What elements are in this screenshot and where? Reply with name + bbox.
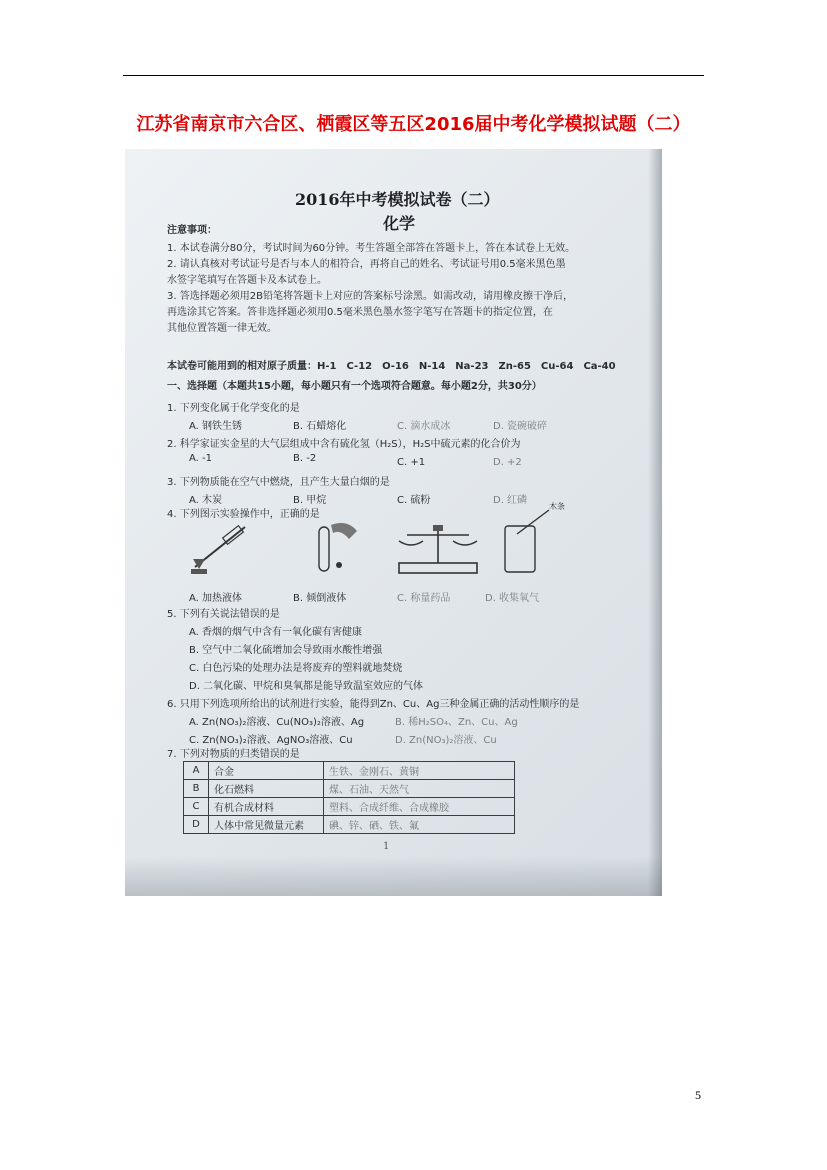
- table-cell: D: [184, 816, 209, 834]
- exam-title: 2016年中考模拟试卷（二）: [295, 190, 500, 209]
- question-3: 3. 下列物质能在空气中燃烧，且产生大量白烟的是: [167, 477, 390, 488]
- q4-option-b: B. 倾倒液体: [293, 593, 347, 604]
- question-6: 6. 只用下列选项所给出的试剂进行实验，能得到Zn、Cu、Ag三种金属正确的活动性顺序的是: [167, 699, 580, 710]
- q4-option-c: C. 称量药品: [397, 593, 451, 604]
- q2-option-b: B. -2: [293, 453, 317, 464]
- notice-line: 3. 答选择题必须用2B铅笔将答题卡上对应的答案标号涂黑。如需改动，请用橡皮擦干净后，: [167, 291, 573, 302]
- q6-option-a: A. Zn(NO₃)₂溶液、Cu(NO₃)₂溶液、Ag: [189, 717, 365, 728]
- table-cell: 合金: [209, 762, 324, 780]
- q2-option-c: C. +1: [397, 457, 426, 468]
- section-heading: 一、选择题（本题共15小题，每小题只有一个选项符合题意。每小题2分，共30分）: [167, 381, 542, 392]
- q2-option-d: D. +2: [493, 457, 522, 468]
- q1-option-b: B. 石蜡熔化: [293, 421, 347, 432]
- page-number: 5: [695, 1088, 701, 1102]
- q5-option-b: B. 空气中二氧化硫增加会导致雨水酸性增强: [189, 645, 383, 656]
- q3-option-d: D. 红磷: [493, 495, 528, 506]
- q1-option-a: A. 钢铁生锈: [189, 421, 243, 432]
- inner-page-number: 1: [383, 841, 390, 852]
- table-cell: 煤、石油、天然气: [324, 780, 515, 798]
- q6-option-d: D. Zn(NO₃)₂溶液、Cu: [395, 735, 497, 746]
- q4-option-a: A. 加热液体: [189, 593, 243, 604]
- question-1: 1. 下列变化属于化学变化的是: [167, 403, 300, 414]
- q2-option-a: A. -1: [189, 453, 212, 464]
- notice-line: 1. 本试卷满分80分，考试时间为60分钟。考生答题全部答在答题卡上，答在本试卷上无效。: [167, 243, 576, 254]
- question-7: 7. 下列对物质的归类错误的是: [167, 749, 300, 760]
- q1-option-c: C. 滴水成冰: [397, 421, 451, 432]
- table-cell: 生铁、金刚石、黄铜: [324, 762, 515, 780]
- notice-line: 水签字笔填写在答题卡及本试卷上。: [167, 275, 327, 286]
- heating-liquid-illustration: [185, 517, 255, 577]
- photo-bottom-shadow: [125, 856, 662, 896]
- table-row: [184, 762, 515, 780]
- atomic-masses: 本试卷可能用到的相对原子质量：H-1 C-12 O-16 N-14 Na-23 Zn-65 Cu-64 Ca-40: [167, 361, 616, 372]
- q6-option-c: C. Zn(NO₃)₂溶液、AgNO₃溶液、Cu: [189, 735, 353, 746]
- photo-edge-shadow: [648, 149, 662, 896]
- table-row: [184, 780, 515, 798]
- q6-option-b: B. 稀H₂SO₄、Zn、Cu、Ag: [395, 717, 518, 728]
- table-row: [184, 816, 515, 834]
- notice-line: 其他位置答题一律无效。: [167, 323, 277, 334]
- q3-option-c: C. 硫粉: [397, 495, 431, 506]
- document-title: 江苏省南京市六合区、栖霞区等五区2016届中考化学模拟试题（二）: [136, 114, 691, 135]
- exam-photo: [125, 149, 662, 896]
- q4-option-d: D. 收集氧气: [485, 593, 540, 604]
- q1-option-d: D. 瓷碗破碎: [493, 421, 548, 432]
- classification-table: [183, 761, 515, 834]
- q5-option-d: D. 二氧化碳、甲烷和臭氧都是能导致温室效应的气体: [189, 681, 424, 692]
- question-5: 5. 下列有关说法错误的是: [167, 609, 280, 620]
- q5-option-a: A. 香烟的烟气中含有一氧化碳有害健康: [189, 627, 363, 638]
- header-rule: [123, 75, 704, 76]
- notice-heading: 注意事项：: [167, 225, 217, 236]
- table-cell: C: [184, 798, 209, 816]
- table-cell: 碘、锌、硒、铁、氟: [324, 816, 515, 834]
- table-cell: 有机合成材料: [209, 798, 324, 816]
- question-2: 2. 科学家证实金星的大气层组成中含有硫化氢（H₂S），H₂S中硫元素的化合价为: [167, 439, 521, 450]
- exam-subject: 化学: [383, 214, 416, 233]
- balance-illustration: [393, 517, 483, 577]
- pouring-liquid-illustration: [301, 517, 371, 577]
- table-cell: A: [184, 762, 209, 780]
- notice-line: 2. 请认真核对考试证号是否与本人的相符合，再将自己的姓名、考试证号用0.5毫米黑色墨: [167, 259, 566, 270]
- wood-strip-label: 木条: [549, 502, 565, 511]
- table-cell: B: [184, 780, 209, 798]
- table-cell: 化石燃料: [209, 780, 324, 798]
- q5-option-c: C. 白色污染的处理办法是将废弃的塑料就地焚烧: [189, 663, 403, 674]
- notice-list: [167, 241, 575, 337]
- table-cell: 人体中常见微量元素: [209, 816, 324, 834]
- q3-option-b: B. 甲烷: [293, 495, 327, 506]
- collecting-oxygen-illustration: [497, 504, 577, 579]
- table-cell: 塑料、合成纤维、合成橡胶: [324, 798, 515, 816]
- question-4: 4. 下列图示实验操作中，正确的是: [167, 509, 320, 520]
- table-row: [184, 798, 515, 816]
- notice-line: 再选涂其它答案。答非选择题必须用0.5毫米黑色墨水签字笔写在答题卡的指定位置，在: [167, 307, 553, 318]
- q3-option-a: A. 木炭: [189, 495, 223, 506]
